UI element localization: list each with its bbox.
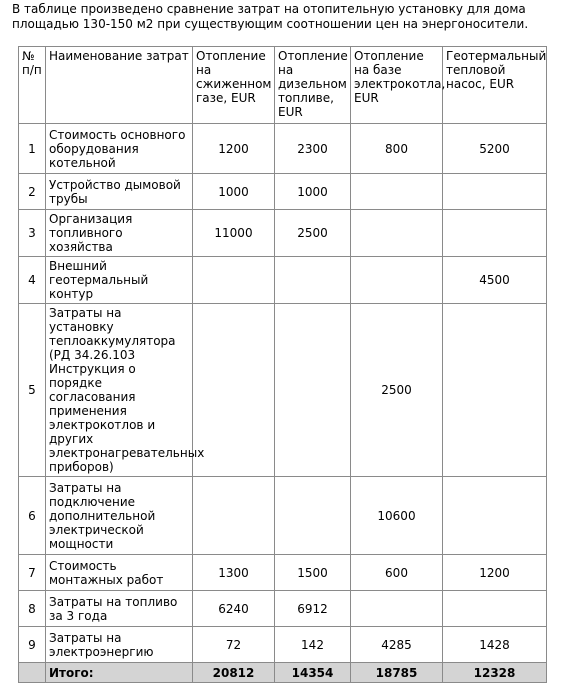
cell-electric: 4285 — [351, 627, 443, 663]
cell-gas: 1000 — [193, 174, 275, 210]
cell-diesel — [275, 257, 351, 304]
cell-diesel: 142 — [275, 627, 351, 663]
row-num: 9 — [19, 627, 46, 663]
cell-electric — [351, 591, 443, 627]
row-name: Затраты на топливо за 3 года — [46, 591, 193, 627]
cell-geo: 4500 — [443, 257, 547, 304]
header-num: № п/п — [19, 47, 46, 124]
cell-gas: 72 — [193, 627, 275, 663]
total-geo: 12328 — [443, 663, 547, 683]
cell-geo — [443, 477, 547, 555]
cell-geo: 1200 — [443, 555, 547, 591]
cell-diesel — [275, 477, 351, 555]
table-row — [19, 174, 547, 210]
cell-electric — [351, 257, 443, 304]
cell-gas — [193, 477, 275, 555]
cell-electric — [351, 210, 443, 257]
cell-gas: 1200 — [193, 124, 275, 174]
header-electric: Отопление на базе электрокотла, EUR — [351, 47, 443, 124]
table-row — [19, 124, 547, 174]
total-electric: 18785 — [351, 663, 443, 683]
cell-geo — [443, 304, 547, 477]
row-num: 6 — [19, 477, 46, 555]
total-diesel: 14354 — [275, 663, 351, 683]
cell-electric: 10600 — [351, 477, 443, 555]
header-diesel: Отопление на дизельном топливе, EUR — [275, 47, 351, 124]
header-geo: Геотермальный тепловой насос, EUR — [443, 47, 547, 124]
row-num: 4 — [19, 257, 46, 304]
row-num: 8 — [19, 591, 46, 627]
table-row — [19, 257, 547, 304]
table-row — [19, 304, 547, 477]
header-name: Наименование затрат — [46, 47, 193, 124]
cell-diesel: 2500 — [275, 210, 351, 257]
cell-electric: 2500 — [351, 304, 443, 477]
cost-comparison-table — [18, 46, 547, 683]
cell-geo — [443, 210, 547, 257]
row-name: Затраты на установку теплоаккумулятора (РД 34.26.103 Инструкция о порядке согласования применения электрокотлов и других электронагревательных приборов) — [46, 304, 193, 477]
cell-geo — [443, 591, 547, 627]
cell-diesel: 1500 — [275, 555, 351, 591]
cell-electric: 600 — [351, 555, 443, 591]
cell-electric: 800 — [351, 124, 443, 174]
cell-diesel: 1000 — [275, 174, 351, 210]
header-gas: Отопление на сжиженном газе, EUR — [193, 47, 275, 124]
cell-gas: 6240 — [193, 591, 275, 627]
row-name: Затраты на подключение дополнительной электрической мощности — [46, 477, 193, 555]
cell-diesel: 2300 — [275, 124, 351, 174]
table-row — [19, 477, 547, 555]
intro-text: В таблице произведено сравнение затрат на отопительную установку для дома площадью 130-150 м2 при существующим соотношении цен на энергоносители. — [12, 2, 529, 31]
cell-gas: 1300 — [193, 555, 275, 591]
row-num: 1 — [19, 124, 46, 174]
total-num — [19, 663, 46, 683]
row-name: Затраты на электроэнергию — [46, 627, 193, 663]
row-num: 5 — [19, 304, 46, 477]
cell-gas: 11000 — [193, 210, 275, 257]
cell-diesel: 6912 — [275, 591, 351, 627]
cell-geo: 1428 — [443, 627, 547, 663]
row-name: Стоимость монтажных работ — [46, 555, 193, 591]
cell-gas — [193, 304, 275, 477]
table-row — [19, 210, 547, 257]
total-row — [19, 663, 547, 683]
cell-geo — [443, 174, 547, 210]
cell-geo: 5200 — [443, 124, 547, 174]
table-row — [19, 591, 547, 627]
cell-electric — [351, 174, 443, 210]
table-row — [19, 627, 547, 663]
cell-gas — [193, 257, 275, 304]
row-name: Устройство дымовой трубы — [46, 174, 193, 210]
total-label: Итого: — [46, 663, 193, 683]
header-row — [19, 47, 547, 124]
table-row — [19, 555, 547, 591]
row-name: Стоимость основного оборудования котельной — [46, 124, 193, 174]
row-num: 7 — [19, 555, 46, 591]
row-name: Внешний геотермальный контур — [46, 257, 193, 304]
row-num: 3 — [19, 210, 46, 257]
cell-diesel — [275, 304, 351, 477]
total-gas: 20812 — [193, 663, 275, 683]
row-num: 2 — [19, 174, 46, 210]
row-name: Организация топливного хозяйства — [46, 210, 193, 257]
